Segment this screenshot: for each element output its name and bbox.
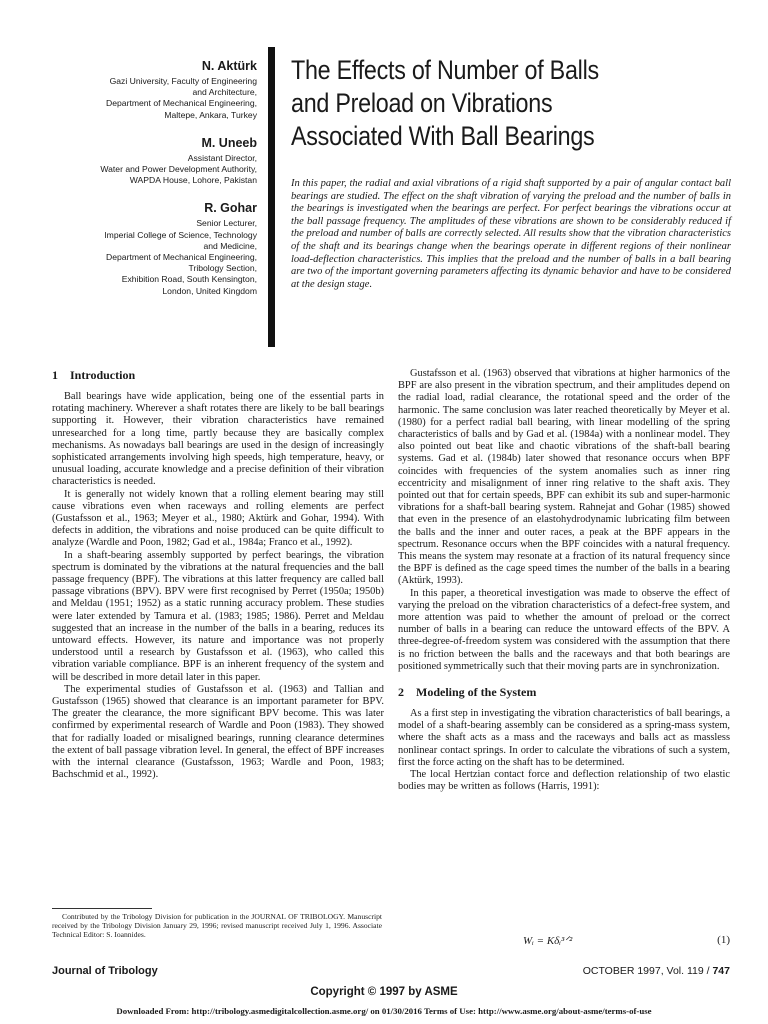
author-name: R. Gohar [204,201,257,216]
affiliation-line: Imperial College of Science, Technology [104,229,257,240]
author-name: N. Aktürk [201,59,257,73]
affiliation-line: London, United Kingdom [162,285,257,296]
page-number: 747 [712,965,730,977]
title-line: Associated With Ball Bearings [291,121,595,151]
affiliation-line: and Architecture, [192,87,257,98]
journal-name: Journal of Tribology [52,965,158,977]
title-line: The Effects of Number of Balls [291,55,599,85]
copyright: Copyright © 1997 by ASME [310,986,458,998]
paragraph: It is generally not widely known that a rolling element bearing may still cause vibrations even when raceways and rolling elements are perfect (Gustafsson et al., 1963; Meyer et al., 1980; Aktürk and Gohar, 1994). With defects in addition, the vibrations and noise produced can be quite difficult to analyze (Wardle and Poon, 1982; Gad et al., 1984a; Franco et al., 1992). [52,488,384,549]
affiliation-line: Department of Mechanical Engineering, [106,98,257,109]
left-column [52,368,384,782]
affiliation-line: WAPDA House, Lohore, Pakistan [129,175,257,186]
author-affiliation [40,76,257,121]
section-title: Modeling of the System [416,685,537,700]
affiliation-line: Department of Mechanical Engineering, [106,252,257,263]
issue-text: OCTOBER 1997, Vol. 119 [582,965,704,977]
section-number: 1 [52,368,58,382]
affiliation-line: Gazi University, Faculty of Engineering [109,76,257,86]
equation-formula: Wᵢ = Kδᵢ³ᐟ² [523,935,573,947]
affiliation-line: Assistant Director, [187,152,257,163]
author-affiliation [40,153,257,187]
section-heading-introduction [52,368,384,382]
paragraph: Ball bearings have wide application, being one of the essential parts in rotating machinery. Wherever a shaft rotates there are likely to be ball bearings supporting it. However, their vibration characteristics have remained unresearched for a long time, partly because they are basically complex mechanisms. As nowadays ball bearings are used in the design of increasingly sophisticated arrangements involving high speeds, high temperature, heavy, or unusual loading, accurate knowledge and a precise definition of their vibration characteristics is needed. [52,391,384,488]
paragraph: The local Hertzian contact force and deflection relationship of two elastic bodies may be written as follows (Harris, 1991): [398,769,730,793]
title-divider-bar [268,47,275,347]
equation-number: (1) [717,934,730,946]
paragraph: As a first step in investigating the vibration characteristics of ball bearings, a model of a shaft-bearing assembly can be considered as a spring-mass system, where the shaft acts as a mass and the raceways and balls act as massless nonlinear contact springs. In order to calculate the vibrations of such a system, first the force acting on the shaft has to be determined. [398,708,730,768]
affiliation-line: Water and Power Development Authority, [100,164,257,175]
section-heading-modeling [398,685,730,699]
paragraph: The experimental studies of Gustafsson et al. (1963) and Tallian and Gustafsson (1965) showed that clearance is an important parameter for BPV. The greater the clearance, the more significant BPV become. This was later confirmed by experimental research of Wardle and Poon (1983). They showed that for radially loaded or misaligned bearings, running clearance determines the extent of ball passage vibration level. In general, the effect of BPF increases with the internal clearance (Gustafsson, 1963; Wardle and Poon, 1983; Bachschmid et al., 1992). [52,683,384,781]
paragraph: In this paper, a theoretical investigation was made to observe the effect of varying the preload on the vibration characteristics of a defect-free system, and more attention was paid to whether the amount of preload or the correct number of balls in a bearing can reduce the untoward effects of the BPV. A three-degree-of-freedom system was considered with the assumption that there is no friction between the balls and the raceways and that both bearings are positioned symmetrically such that their moving parts are in synchronization. [398,587,730,672]
affiliation-line: Exhibition Road, South Kensington, [121,274,257,285]
footnote-rule [52,908,152,909]
section-title: Introduction [70,368,136,382]
affiliation-line: Senior Lecturer, [196,218,257,229]
footnote: Contributed by the Tribology Division for publication in the JOURNAL OF TRIBOLOGY. Manuscript received by the Tribology Division January 29, 1996; revised manuscript received July 1, 1996. Associate Technical Editor: S. Ioannides. [52,912,382,940]
paper-title [291,54,678,153]
author-affiliation [40,218,257,296]
author-column [40,58,257,311]
title-line: and Preload on Vibrations [291,88,553,118]
author-block [40,58,257,121]
affiliation-line: and Medicine, [203,240,257,251]
paragraph: Gustafsson et al. (1963) observed that vibrations at higher harmonics of the BPF are also present in the vibration spectrum, and their amplitudes depend on the radial load, radial clearance, the rotational speed and the order of the harmonic. The same conclusion was later reached theoretically by Meyer et al. (1980) for a perfect radial ball bearing, with linear modelling of the spring characteristics of balls and by Gad et al. (1984a) with a nonlinear model. They also pointed out beat like and chaotic vibrations of the shaft-ball bearing systems. Gad et al. (1984b) later showed that resonance occurs when BPF coincides with frequencies of the system anomalies such as inner ring eccentricity and misalignment of inner ring relative to the shaft axis. They pointed out that for certain speeds, BPF can exhibit its sub and super-harmonic vibrations for a shaft-ball bearing system. Rahnejat and Gohar (1985) showed that even in the presence of an elastohydrodynamic lubricating film between the balls and the inner and outer races, a peak at the BPF appears in the spectrum. Resonance occurs when the BPF coincides with a natural frequency. This means the system may resonate at a fraction of its natural frequency since the BPF is defined as the cage speed times the number of the balls in a bearing (Aktürk, 1993). [398,368,730,587]
paragraph: In a shaft-bearing assembly supported by perfect bearings, the vibration spectrum is dominated by the vibrations at the natural frequencies and the ball passage frequency (BPF). The vibrations at this latter frequency are called ball passage vibrations (BPV). BPV were first recognised by Perret (1950a; 1950b) and Meldau (1951; 1952) as a static running accuracy problem. These studies were later extended by Tamura et al. (1983; 1985; 1986). Perret and Meldau suggested that an increase in the number of the balls in a bearing, reduces its untoward effects. However, its nature and importance was not properly understood until a research by Gustafsson et al. (1963), who called this vibration variable compliance. BPF is an inherent frequency of the system and will be described in more detail later in this paper. [52,549,384,683]
issue-info: OCTOBER 1997, Vol. 119 / 747 [582,965,730,977]
right-column [398,368,730,794]
download-note: Downloaded From: http://tribology.asmedigitalcollection.asme.org/ on 01/30/2016 Terms of Use: http://www.asme.org/about-asme/terms-of-use [116,1006,652,1016]
author-block [40,135,257,187]
author-name: M. Uneeb [201,135,257,150]
affiliation-line: Maltepe, Ankara, Turkey [164,109,257,120]
equation-1 [398,934,730,950]
abstract: In this paper, the radial and axial vibrations of a rigid shaft supported by a pair of angular contact ball bearings are studied. The effect on the shaft vibration of varying the preload and the number of balls in the bearings is investigated when the bearings are perfect. For perfect bearings the vibrations occur at the ball passage frequency. The amplitudes of these vibrations are shown to be considerably reduced if the preload and number of balls are correctly selected. All results show that the vibration characteristics of the shaft and its bearings change when the bearings operate in different regions of their nonlinear load-deflection characteristics. This implies that the preload and the number of balls in a ball bearing are two of the important governing parameters affecting its dynamic behavior and have to be considered at the design stage. [291,178,731,290]
affiliation-line: Tribology Section, [188,263,257,274]
author-block [40,200,257,296]
section-number: 2 [398,685,404,700]
